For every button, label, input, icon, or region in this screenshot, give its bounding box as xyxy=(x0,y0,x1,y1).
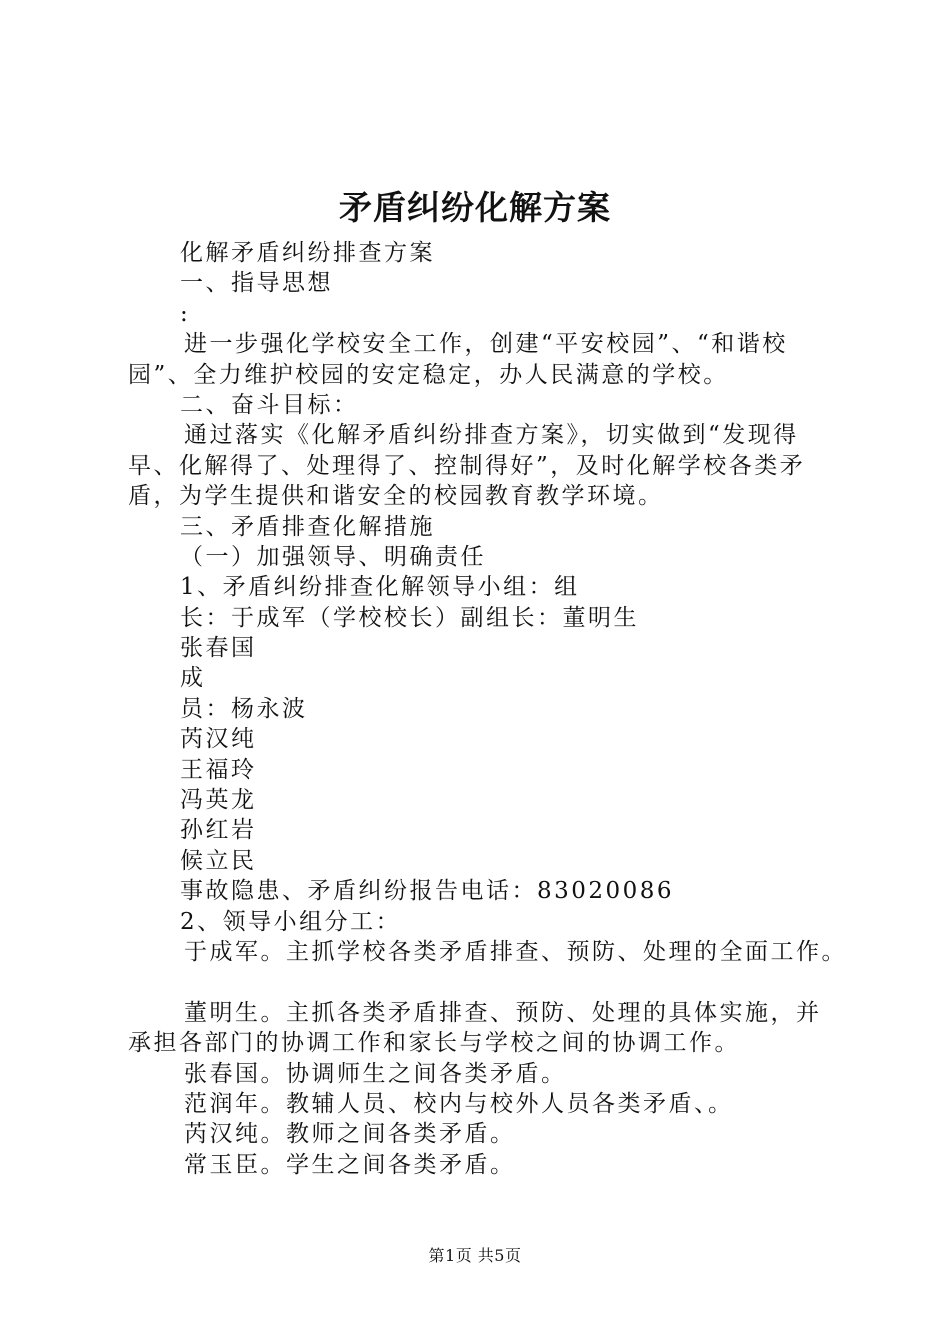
body-line: 张春国 xyxy=(180,635,257,662)
body-line: 园”、全力维护校园的安定稳定，办人民满意的学校。 xyxy=(128,361,729,388)
body-line: 董明生。主抓各类矛盾排查、预防、处理的具体实施，并 xyxy=(184,999,822,1026)
body-line xyxy=(128,967,840,997)
body-line: 二、奋斗目标： xyxy=(180,391,359,418)
body-line: 范润年。教辅人员、校内与校外人员各类矛盾、。 xyxy=(184,1090,734,1117)
body-line: 通过落实《化解矛盾纠纷排查方案》，切实做到“发现得 xyxy=(184,422,799,449)
body-line: 事故隐患、矛盾纠纷报告电话：83020086 xyxy=(180,878,675,905)
body-line: 进一步强化学校安全工作，创建“平安校园”、“和谐校 xyxy=(184,331,788,358)
body-line: 三、矛盾排查化解措施 xyxy=(180,513,435,540)
body-line: 长：于成军（学校校长）副组长：董明生 xyxy=(180,604,639,631)
body-line: 员：杨永波 xyxy=(180,695,308,722)
document-title: 矛盾纠纷化解方案 xyxy=(339,188,611,227)
body-line: 盾，为学生提供和谐安全的校园教育教学环境。 xyxy=(128,483,664,510)
body-line: 早、化解得了、处理得了、控制得好”，及时化解学校各类矛 xyxy=(128,452,806,479)
body-line: : xyxy=(180,300,191,327)
body-line: 常玉臣。学生之间各类矛盾。 xyxy=(184,1151,516,1178)
body-line: 化解矛盾纠纷排查方案 xyxy=(180,240,435,266)
document-body xyxy=(128,238,847,1180)
page-footer: 第1页 共5页 xyxy=(428,1246,522,1265)
body-line: 一、指导思想 xyxy=(180,270,333,297)
body-line: 冯英龙 xyxy=(180,787,257,814)
body-line: 张春国。协调师生之间各类矛盾。 xyxy=(184,1060,567,1087)
body-line: 2、领导小组分工： xyxy=(180,908,402,935)
body-line: 孙红岩 xyxy=(180,817,257,844)
body-line: 芮汉纯。教师之间各类矛盾。 xyxy=(184,1121,516,1148)
body-line: 于成军。主抓学校各类矛盾排查、预防、处理的全面工作。 xyxy=(184,938,847,965)
body-line: 王福玲 xyxy=(180,756,257,783)
body-line: 1、矛盾纠纷排查化解领导小组：组 xyxy=(180,574,580,601)
body-line: （一）加强领导、明确责任 xyxy=(180,543,486,570)
body-line: 候立民 xyxy=(180,847,257,874)
body-line: 成 xyxy=(180,665,206,692)
body-line: 承担各部门的协调工作和家长与学校之间的协调工作。 xyxy=(128,1030,740,1057)
body-line: 芮汉纯 xyxy=(180,726,257,753)
